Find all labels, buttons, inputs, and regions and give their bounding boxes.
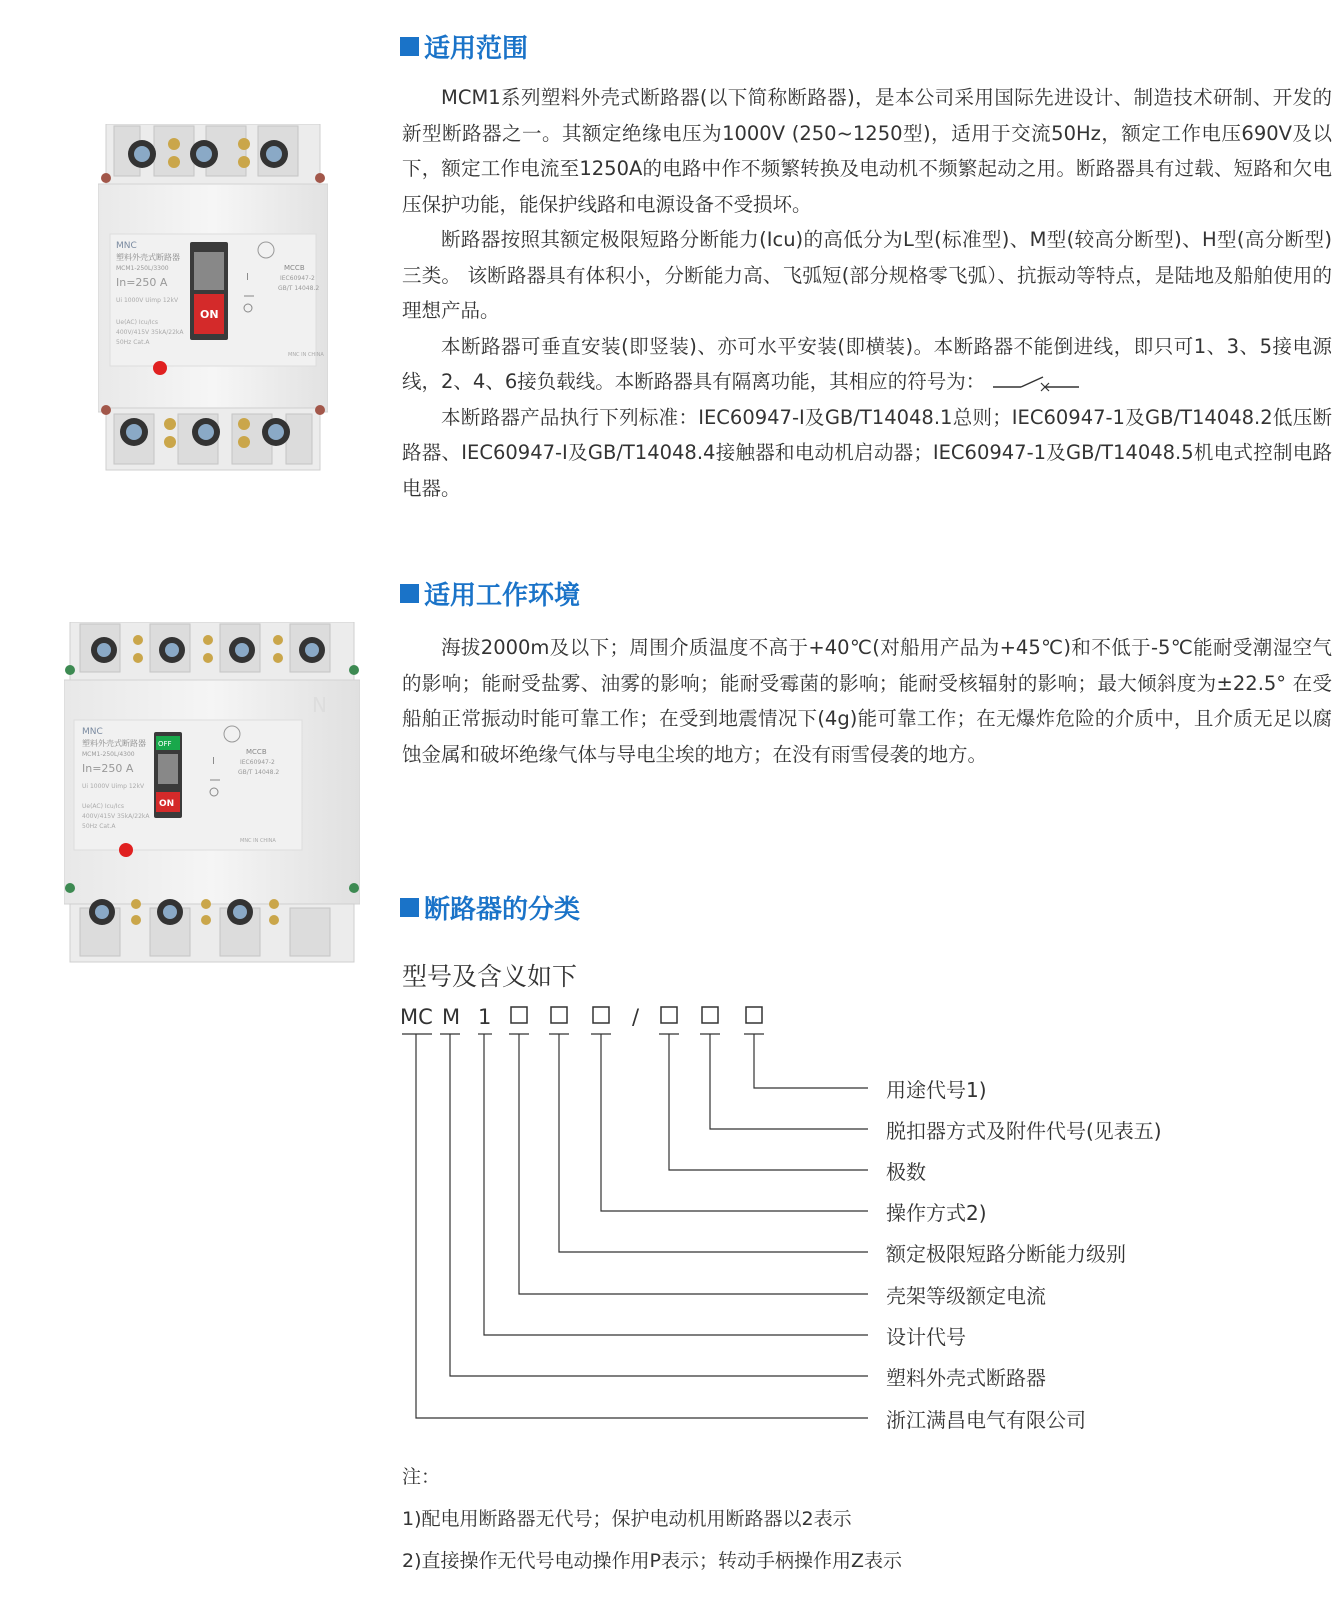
legend-item-design-code: 设计代号 — [886, 1325, 966, 1349]
svg-text:GB/T 14048.2: GB/T 14048.2 — [238, 769, 280, 776]
svg-text:OFF: OFF — [158, 740, 172, 748]
legend-item-operation: 操作方式2) — [886, 1201, 987, 1225]
code-box-1 — [511, 1007, 527, 1023]
svg-text:400V/415V 35kA/22kA: 400V/415V 35kA/22kA — [82, 813, 150, 820]
legend-item-mccb: 塑料外壳式断路器 — [886, 1366, 1046, 1390]
svg-text:GB/T 14048.2: GB/T 14048.2 — [278, 285, 320, 292]
svg-text:Ui 1000V Uimp 12kV: Ui 1000V Uimp 12kV — [116, 297, 179, 304]
svg-text:MCM1-250L/3300: MCM1-250L/3300 — [116, 265, 169, 272]
svg-text:塑料外壳式断路器: 塑料外壳式断路器 — [116, 253, 180, 262]
svg-text:MCM1-250L/4300: MCM1-250L/4300 — [82, 751, 135, 758]
code-1: 1 — [478, 1005, 492, 1029]
scope-paragraph-1: MCM1系列塑料外壳式断路器(以下简称断路器)，是本公司采用国际先进设计、制造技术研制、开发的新型断路器之一。其额定绝缘电压为1000V (250~1250型)，适用于交流50Hz，额定工作电压690V及以下，额定工作电流至1250A的电路中作不频繁转换及电动机不频繁起动之用。断路器具有过载、短路和欠电压保护功能，能保护线路和电源设备不受损坏。 — [402, 86, 1332, 216]
note-2: 2)直接操作无代号电动操作用P表示；转动手柄操作用Z表示 — [402, 1550, 902, 1572]
svg-text:In=250 A: In=250 A — [82, 762, 134, 775]
section-title-text: 适用工作环境 — [424, 581, 581, 611]
svg-text:I: I — [246, 272, 249, 283]
svg-text:Ui 1000V Uimp 12kV: Ui 1000V Uimp 12kV — [82, 783, 145, 790]
legend-item-release: 脱扣器方式及附件代号(见表五) — [886, 1119, 1162, 1143]
svg-text:MNC IN CHINA: MNC IN CHINA — [288, 352, 324, 358]
svg-text:MCCB: MCCB — [284, 264, 305, 272]
code-mc: MC — [400, 1005, 433, 1029]
section-title-text: 适用范围 — [424, 34, 529, 64]
svg-text:ON: ON — [159, 799, 175, 809]
svg-text:I: I — [212, 756, 215, 767]
svg-text:ON: ON — [200, 308, 219, 321]
code-box-2 — [551, 1007, 567, 1023]
svg-text:MCCB: MCCB — [246, 748, 267, 756]
svg-text:50Hz Cat.A: 50Hz Cat.A — [116, 339, 150, 346]
scope-paragraph-3: 本断路器可垂直安装(即竖装)、亦可水平安装(即横装)。本断路器不能倒进线，即只可1、3、5接电源线，2、4、6接负载线。本断路器具有隔离功能，其相应的符号为： — [402, 334, 1332, 393]
legend-item-poles: 极数 — [886, 1160, 926, 1184]
section-title-text: 断路器的分类 — [424, 895, 581, 925]
code-slash: / — [632, 1005, 640, 1029]
svg-text:MNC IN CHINA: MNC IN CHINA — [240, 838, 276, 844]
svg-text:塑料外壳式断路器: 塑料外壳式断路器 — [82, 739, 146, 748]
svg-text:IEC60947-2: IEC60947-2 — [280, 275, 315, 282]
model-subtitle: 型号及含义如下 — [402, 962, 578, 991]
svg-text:N: N — [312, 693, 327, 717]
note-1: 1)配电用断路器无代号；保护电动机用断路器以2表示 — [402, 1508, 852, 1530]
code-box-4 — [661, 1007, 677, 1023]
code-box-3 — [593, 1007, 609, 1023]
svg-text:50Hz Cat.A: 50Hz Cat.A — [82, 823, 116, 830]
legend-item-frame-current: 壳架等级额定电流 — [886, 1284, 1046, 1308]
scope-paragraph-4: 本断路器产品执行下列标准：IEC60947-I及GB/T14048.1总则；IEC60947-1及GB/T14048.2低压断路器、IEC60947-I及GB/T14048.4接触器和电动机启动器；IEC60947-1及GB/T14048.5机电式控制电路电器。 — [402, 405, 1332, 500]
environment-paragraph: 海拔2000m及以下；周围介质温度不高于+40℃(对船用产品为+45℃)和不低于-5℃能耐受潮湿空气的影响；能耐受盐雾、油雾的影响；能耐受霉菌的影响；能耐受核辐射的影响；最大倾斜度为±22.5° 在受船舶正常振动时能可靠工作；在受到地震情况下(4g)能可靠工作；在无爆炸危险的介质中，且介质无足以腐蚀金属和破坏绝缘气体与导电尘埃的地方；在没有雨雪侵袭的地方。 — [402, 636, 1332, 766]
svg-text:Ue(AC) Icu/Ics: Ue(AC) Icu/Ics — [82, 803, 124, 810]
legend-item-company: 浙江满昌电气有限公司 — [886, 1408, 1086, 1432]
svg-text:400V/415V 35kA/22kA: 400V/415V 35kA/22kA — [116, 329, 184, 336]
code-box-5 — [702, 1007, 718, 1023]
svg-text:IEC60947-2: IEC60947-2 — [240, 759, 275, 766]
svg-text:Ue(AC) Icu/Ics: Ue(AC) Icu/Ics — [116, 319, 158, 326]
svg-text:MNC: MNC — [82, 727, 103, 737]
svg-text:MNC: MNC — [116, 241, 137, 251]
svg-text:In=250 A: In=250 A — [116, 276, 168, 289]
scope-paragraph-2: 断路器按照其额定极限短路分断能力(Icu)的高低分为L型(标准型)、M型(较高分断型)、H型(高分断型)三类。 该断路器具有体积小，分断能力高、飞弧短(部分规格零飞弧）、抗振动等特点，是陆地及船舶使用的理想产品。 — [402, 228, 1332, 322]
code-box-6 — [746, 1007, 762, 1023]
legend-item-usage: 用途代号1) — [886, 1078, 987, 1102]
notes-title: 注： — [402, 1466, 441, 1488]
legend-item-breaking-capacity: 额定极限短路分断能力级别 — [886, 1242, 1126, 1266]
code-m: M — [442, 1005, 461, 1029]
